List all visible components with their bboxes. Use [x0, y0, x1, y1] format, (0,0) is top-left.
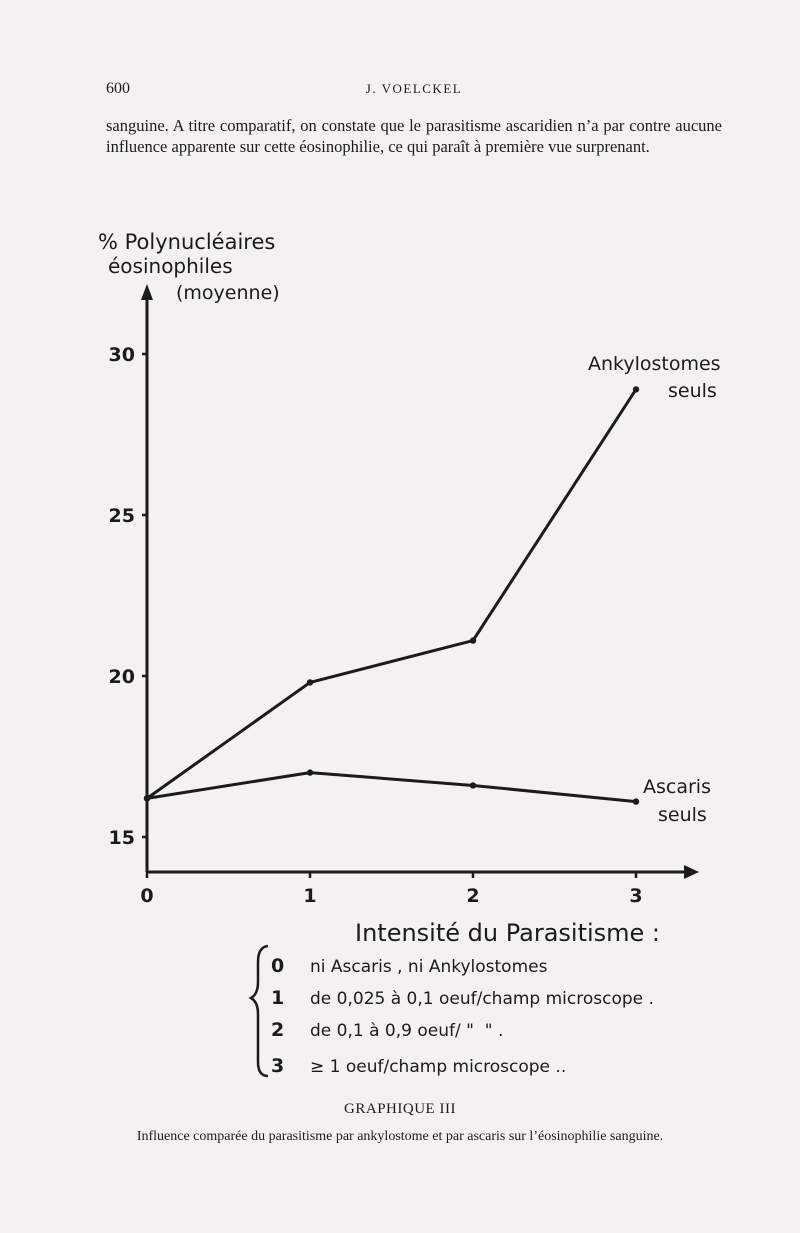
series-label-ascaris-line-1: Ascaris — [643, 776, 711, 798]
y-label-line-2: éosinophiles — [108, 254, 233, 278]
y-tick-label: 20 — [108, 666, 135, 688]
figure-caption-title: GRAPHIQUE III — [344, 1101, 456, 1117]
figure-caption-text: Influence comparée du parasitisme par ankylostome et par ascaris sur l’éosinophilie sanguine. — [136, 1129, 664, 1144]
x-axis-arrow-icon — [684, 865, 699, 879]
intro-paragraph: sanguine. A titre comparatif, on constate que le parasitisme ascaridien n’a par contre aucune influence apparente sur cette éosinophilie, ce qui paraît à première vue surprenant. — [106, 116, 722, 156]
legend-code-3: 3 — [271, 1055, 285, 1077]
y-tick-label: 15 — [108, 827, 135, 849]
running-title: J. VOELCKEL — [365, 81, 463, 96]
series-0-point — [307, 679, 313, 685]
legend-code-2: 2 — [271, 1019, 285, 1041]
x-tick-label: 2 — [466, 885, 480, 907]
series-label-ankylostomes-line-2: seuls — [668, 380, 717, 402]
series-line-0 — [147, 389, 636, 798]
series-0-point — [633, 386, 639, 392]
series-1-point — [470, 782, 476, 788]
series-0-point — [470, 637, 476, 643]
y-label-line-3: (moyenne) — [176, 282, 280, 304]
x-tick-label: 1 — [303, 885, 317, 907]
series-1-point — [144, 795, 150, 801]
legend-text-3: ≥ 1 oeuf/champ microscope .. — [310, 1057, 567, 1077]
legend-code-1: 1 — [271, 987, 285, 1009]
series-1-point — [633, 798, 639, 804]
running-head — [106, 80, 722, 102]
x-tick-label: 0 — [140, 885, 154, 907]
x-axis-label: Intensité du Parasitisme : — [355, 919, 661, 947]
x-tick-label: 3 — [629, 885, 643, 907]
y-tick-label: 25 — [108, 505, 135, 527]
legend-text-0: ni Ascaris , ni Ankylostomes — [310, 957, 548, 977]
series-line-1 — [147, 773, 636, 802]
legend-brace-icon — [251, 946, 268, 1076]
y-axis-arrow-icon — [141, 284, 153, 300]
y-label-line-1: % Polynucléaires — [98, 230, 276, 254]
series-label-ankylostomes-line-1: Ankylostomes — [588, 353, 721, 375]
legend-code-0: 0 — [271, 955, 285, 977]
legend-text-2: de 0,1 à 0,9 oeuf/ " " . — [310, 1021, 504, 1041]
series-label-ascaris-line-2: seuls — [658, 804, 707, 826]
eosinophilia-chart — [0, 210, 800, 1100]
legend-text-1: de 0,025 à 0,1 oeuf/champ microscope . — [310, 989, 654, 1009]
page-number: 600 — [106, 80, 130, 97]
y-tick-label: 30 — [108, 344, 135, 366]
series-1-point — [307, 769, 313, 775]
